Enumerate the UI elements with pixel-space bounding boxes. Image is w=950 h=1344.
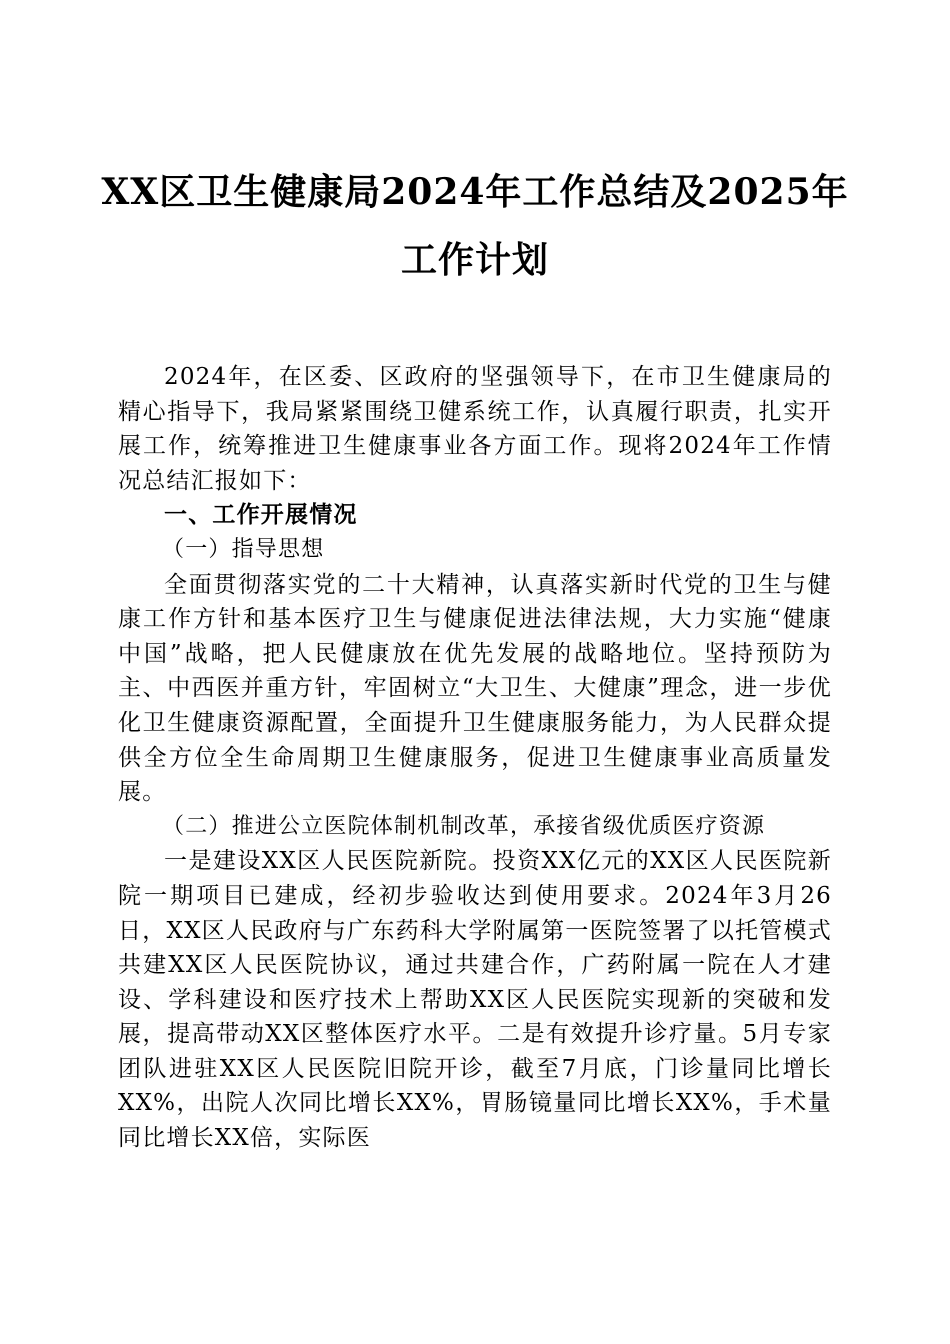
subsection-heading-hospital-reform: （二）推进公立医院体制机制改革，承接省级优质医疗资源 xyxy=(162,813,766,839)
document-title-line-1: XX区卫生健康局2024年工作总结及2025年 xyxy=(101,171,849,213)
subsection-heading-guiding-thought: （一）指导思想 xyxy=(162,536,325,562)
section-heading-work-progress: 一、工作开展情况 xyxy=(164,501,358,529)
hospital-reform-paragraph: 一是建设XX区人民医院新院。投资XX亿元的XX区人民医院新院一期项目已建成，经初步验收达到使用要求。2024年3月26日，XX区人民政府与广东药科大学附属第一医院签署了以托管模式共建XX区人民医院协议，通过共建合作，广药附属一院在人才建设、学科建设和医疗技术上帮助XX区人民医院实现新的突破和发展，提高带动XX区整体医疗水平。二是有效提升诊疗量。5月专家团队进驻XX区人民医院旧院开诊，截至7月底，门诊量同比增长XX%，出院人次同比增长XX%，胃肠镜量同比增长XX%，手术量同比增长XX倍，实际医 xyxy=(118,848,832,1152)
intro-paragraph: 2024年，在区委、区政府的坚强领导下，在市卫生健康局的精心指导下，我局紧紧围绕卫健系统工作，认真履行职责，扎实开展工作，统筹推进卫生健康事业各方面工作。现将2024年工作情况总结汇报如下： xyxy=(118,364,832,494)
guiding-thought-paragraph: 全面贯彻落实党的二十大精神，认真落实新时代党的卫生与健康工作方针和基本医疗卫生与健康促进法律法规，大力实施“健康中国”战略，把人民健康放在优先发展的战略地位。坚持预防为主、中西医并重方针，牢固树立“大卫生、大健康”理念，进一步优化卫生健康资源配置，全面提升卫生健康服务能力，为人民群众提供全方位全生命周期卫生健康服务，促进卫生健康事业高质量发展。 xyxy=(118,571,832,806)
document-body xyxy=(118,360,832,1156)
document-title-line-2: 工作计划 xyxy=(400,239,549,281)
